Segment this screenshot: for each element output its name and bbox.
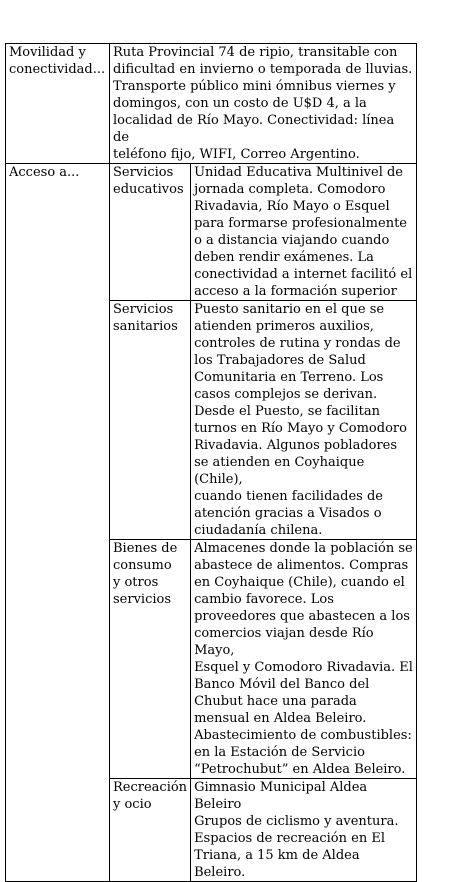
- description-recreacion-y-ocio: Gimnasio Municipal Aldea Beleiro Grupos de ciclismo y aventura. Espacios de recreación en El Triana, a 15 km de Aldea Beleiro.: [191, 779, 417, 882]
- category-servicios-sanitarios: Servicios sanitarios: [110, 301, 191, 540]
- movilidad-description: Ruta Provincial 74 de ripio, transitable con dificultad en invierno o temporada de lluvias. Transporte público mini ómnibus viernes y domingos, con un costo de U$D 4, a la localidad de Río Mayo. Conectividad: línea de teléfono fijo, WIFI, Correo Argentino.: [110, 44, 417, 164]
- row-label-movilidad: Movilidad y conectividad...: [6, 44, 110, 164]
- info-table: [5, 43, 417, 882]
- table-row: [6, 44, 417, 164]
- description-servicios-sanitarios: Puesto sanitario en el que se atienden primeros auxilios, controles de rutina y rondas de los Trabajadores de Salud Comunitaria en Terreno. Los casos complejos se derivan. Desde el Puesto, se facilitan turnos en Río Mayo y Comodoro Rivadavia. Algunos pobladores se atienden en Coyhaique (Chile), cuando tienen facilidades de atención gracias a Visados o ciudadanía chilena.: [191, 301, 417, 540]
- description-bienes-de-consumo: Almacenes donde la población se abastece de alimentos. Compras en Coyhaique (Chile), cuando el cambio favorece. Los proveedores que abastecen a los comercios viajan desde Río Mayo, Esquel y Comodoro Rivadavia. El Banco Móvil del Banco del Chubut hace una parada mensual en Aldea Beleiro. Abastecimiento de combustibles: en la Estación de Servicio “Petrochubut” en Aldea Beleiro.: [191, 540, 417, 779]
- category-bienes-de-consumo: Bienes de consumo y otros servicios: [110, 540, 191, 779]
- category-recreacion-y-ocio: Recreación y ocio: [110, 779, 191, 882]
- category-servicios-educativos: Servicios educativos: [110, 164, 191, 301]
- table-row: [6, 164, 417, 301]
- description-servicios-educativos: Unidad Educativa Multinivel de jornada completa. Comodoro Rivadavia, Río Mayo o Esquel para formarse profesionalmente o a distancia viajando cuando deben rendir exámenes. La conectividad a internet facilitó el acceso a la formación superior: [191, 164, 417, 301]
- row-label-acceso: Acceso a...: [6, 164, 110, 882]
